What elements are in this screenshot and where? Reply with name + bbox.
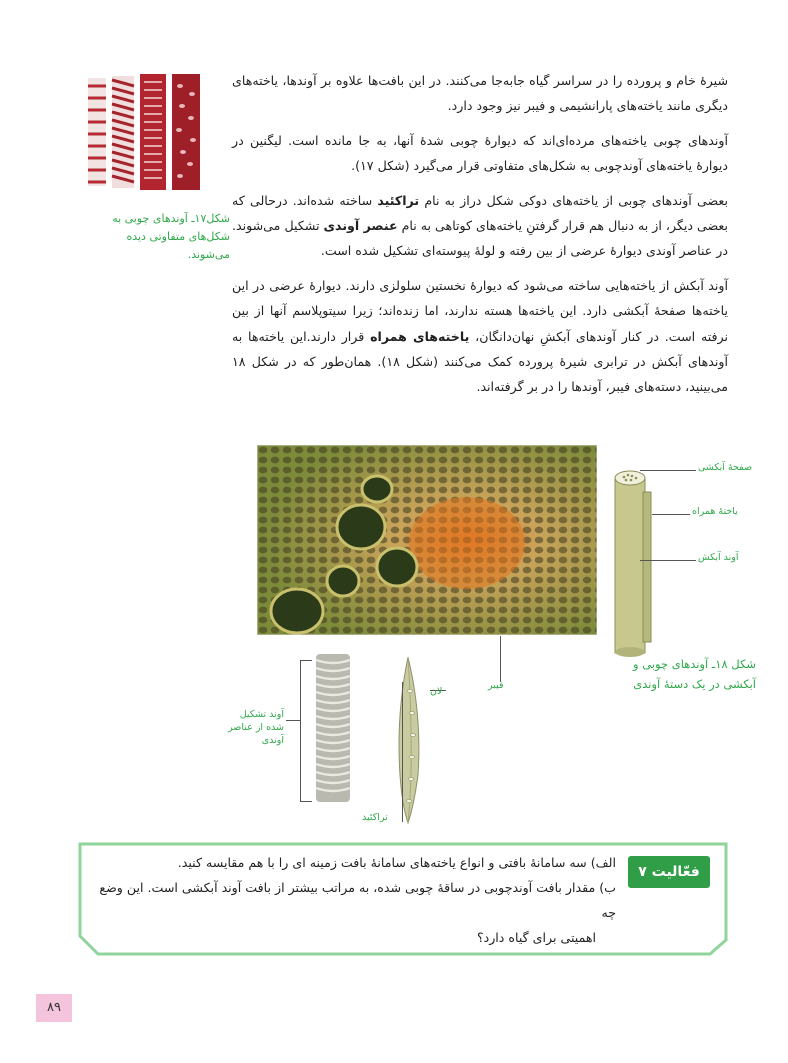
vessel-element-diagram [312,650,354,805]
paragraph-2 [232,128,728,179]
scalariform-vessel [140,74,166,190]
leader-line [286,720,300,721]
activity-question-a: الف) سه سامانهٔ بافتی و انواع یاخته‌های سامانهٔ بافت زمینه ای را با هم مقایسه کنید. [177,855,616,870]
sieve-tube-diagram [603,458,663,658]
activity-questions [96,850,616,950]
figure-18-caption: شکل ۱۸ـ آوندهای چوبی و آبکشی در یک دستهٔ آوندی [633,657,756,691]
label-tracheid: تراکئید [362,812,388,823]
label-vessel: آوند تشکیل شده از عناصر آوندی [228,709,284,746]
page-number: ۸۹ [36,994,72,1022]
label-fiber: فیبر [488,680,504,691]
term-tracheid: تراکئید [377,192,420,208]
paragraph-2-text: آوندهای چوبی یاخته‌های مرده‌ای‌اند که دیوارهٔ چوبی شدهٔ آنها، به جا مانده است. لیگنین در دیوارهٔ یاخته‌های آوندچوبی به شکل‌های متفاوتی قرار می‌گیرد (شکل ۱۷). [232,132,728,174]
leader-line [640,470,696,471]
annular-vessel [88,78,106,186]
tracheid-diagram [390,655,426,825]
figure-18-micrograph [257,445,597,635]
vessel-bracket [300,660,301,802]
activity-title: فعّالیت ۷ [628,856,710,888]
paragraph-1: شیرهٔ خام و پرورده را در سراسر گیاه جابه‌جا می‌کنند. در این بافت‌ها علاوه بر آوندها، یاخته‌های دیگری مانند یاخته‌های پارانشیمی و فیبر نیز وجود دارد. [232,73,728,114]
activity-question-b-continued: اهمیتی برای گیاه دارد؟ [476,930,596,945]
pitted-vessel [172,74,200,190]
paragraph-3-part: تشکیل می‌شوند. در عناصر آوندی دیوارهٔ عرضی از بین رفته و لولهٔ پیوسته‌ای تشکیل شده است. [232,218,728,259]
vessel-bracket-top [300,660,312,661]
label-pit: لان [430,686,443,697]
label-companion-cell: یاختهٔ همراه [692,506,738,517]
paragraph-3-part: ساخته شده‌اند. درحالی که بعضی دیگر، از به دنبال هم قرار گرفتنِ یاخته‌های کوتاهی به نام [232,192,728,234]
label-sieve-plate: صفحهٔ آبکشی [698,462,753,473]
vessel-bracket-bottom [300,801,312,802]
figure-17-image [82,72,222,192]
label-sieve-tube: آوند آبکش [698,552,739,563]
tracheid-leader [402,682,403,822]
paragraph-4 [232,273,728,400]
figure-17-caption: شکل۱۷ـ آوندهای چوبی به شکل‌های متفاوتی دیده می‌شوند. [112,212,230,261]
fiber-leader [500,636,501,682]
term-vessel-element: عنصر آوندی [323,218,398,234]
paragraph-4-part: قرار دارند.این یاخته‌ها به آوندهای آبکش در ترابری شیرهٔ پرورده کمک می‌کنند (شکل ۱۸). همان‌طور که در شکل ۱۸ می‌بینید، دسته‌های فیبر، آوندها را در بر گرفته‌اند. [232,328,728,395]
main-text [232,68,728,409]
leader-line [652,514,690,515]
paragraph-4-part: آوند آبکش از یاخته‌هایی ساخته می‌شود که دیوارهٔ نخستین سلولزی دارند. دیوارهٔ عرضی در این یاخته‌ها صفحهٔ آبکشی دارد. این یاخته‌ها هسته ندارند، اما زنده‌اند؛ زیرا سیتوپلاسم آنها از بین نرفته است. در کنار آوندهای آبکشِ نهان‌دانگان، [232,277,728,344]
paragraph-3 [232,188,728,264]
spiral-vessel [112,76,134,188]
activity-question-b: ب) مقدار بافت آوندچوبی در ساقهٔ چوبی شده، به مراتب بیشتر از بافت آوند آبکشی است. این وضع چه [99,880,616,920]
paragraph-3-part: بعضی آوندهای چوبی از یاخته‌های دوکی شکل دراز به نام [419,192,728,208]
leader-line [640,560,696,561]
term-companion-cells: یاخته‌های همراه [370,328,470,344]
activity-box [78,842,728,956]
